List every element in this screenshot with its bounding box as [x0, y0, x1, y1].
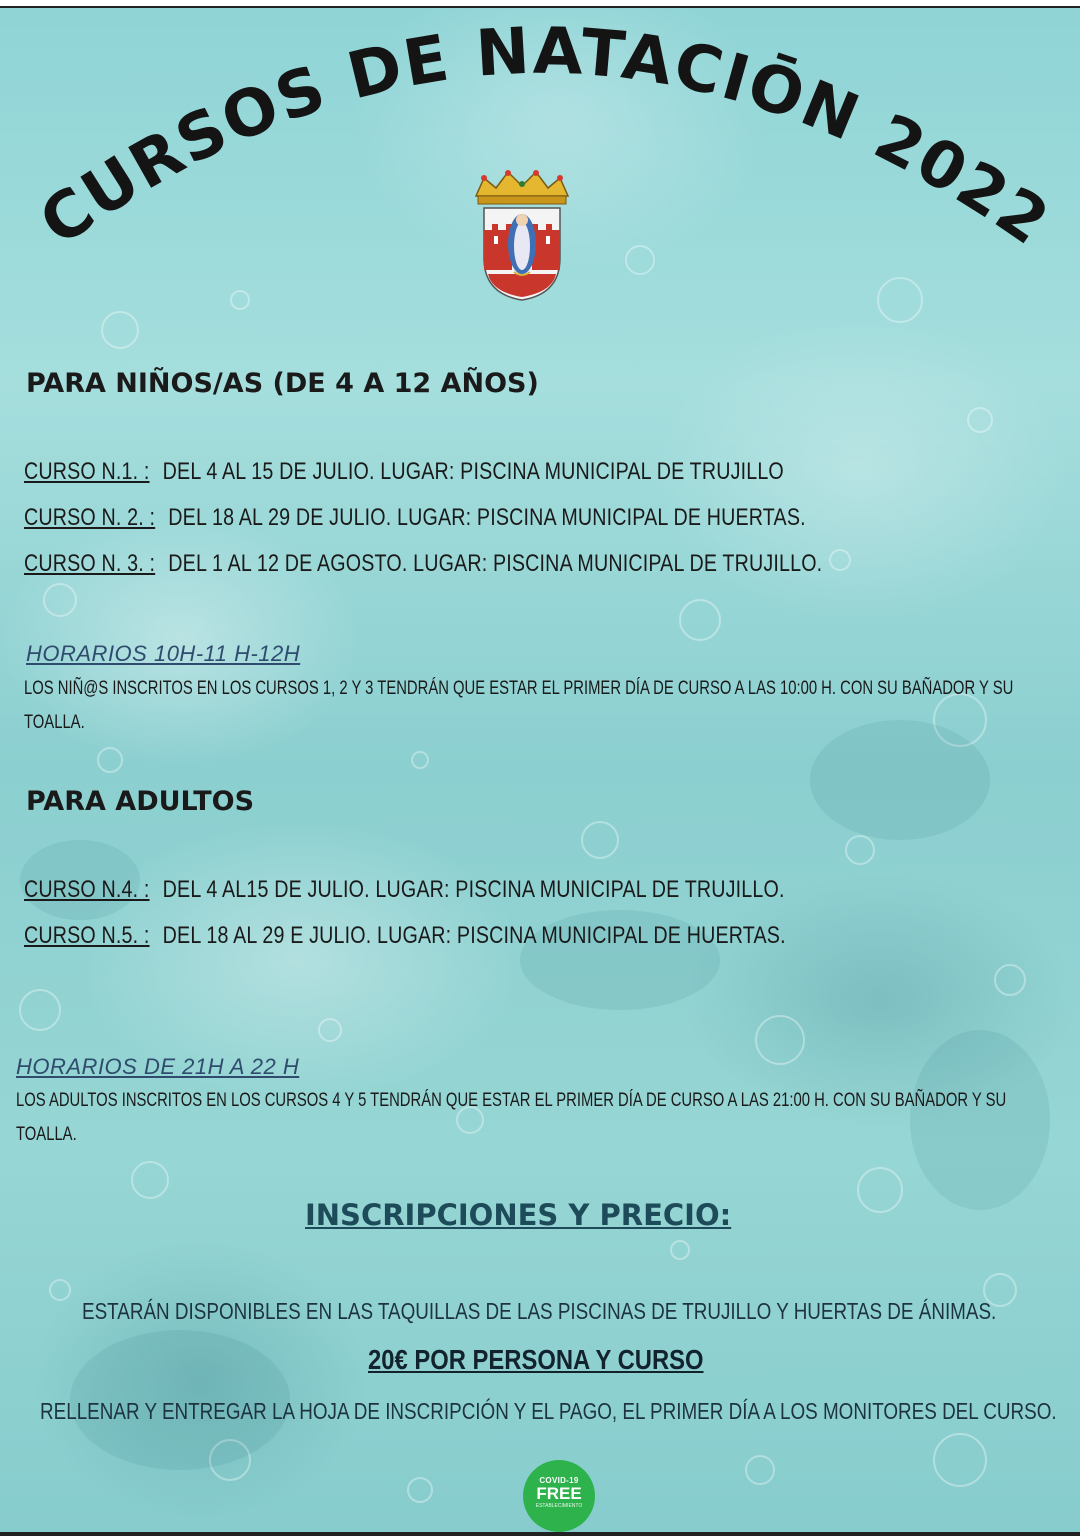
course-5-details: DEL 18 AL 29 E JULIO. LUGAR: PISCINA MUNICIPAL DE HUERTAS.	[162, 922, 786, 949]
course-1-details: DEL 4 AL 15 DE JULIO. LUGAR: PISCINA MUNICIPAL DE TRUJILLO	[162, 458, 784, 485]
course-2	[24, 504, 806, 532]
registration-heading: INSCRIPCIONES Y PRECIO:	[305, 1198, 732, 1232]
children-heading: PARA NIÑOS/AS (DE 4 A 12 AÑOS)	[26, 368, 539, 399]
course-5-label: CURSO N.5. :	[24, 922, 150, 949]
badge-sub-text: ESTABLECIMIENTO	[535, 1503, 583, 1509]
badge-top-text: COVID-19	[539, 1476, 579, 1485]
registration-availability: ESTARÁN DISPONIBLES EN LAS TAQUILLAS DE LAS PISCINAS DE TRUJILLO Y HUERTAS DE ÁNIMAS.	[82, 1298, 997, 1324]
children-schedule: HORARIOS 10H-11 H-12H	[26, 641, 301, 666]
course-3	[24, 550, 822, 578]
adults-note-line-2: TOALLA.	[16, 1124, 77, 1145]
course-5	[24, 922, 786, 950]
course-4	[24, 876, 785, 904]
children-note-line-1: LOS NIÑ@S INSCRITOS EN LOS CURSOS 1, 2 Y 3 TENDRÁN QUE ESTAR EL PRIMER DÍA DE CURSO A LAS 10:00 H. CON SU BAÑADOR Y SU	[24, 678, 1014, 699]
municipal-coat-of-arms-icon	[470, 170, 574, 302]
registration-instructions: RELLENAR Y ENTREGAR LA HOJA DE INSCRIPCIÓN Y EL PAGO, EL PRIMER DÍA A LOS MONITORES DEL CURSO.	[40, 1398, 1057, 1424]
course-2-label: CURSO N. 2. :	[24, 504, 156, 531]
course-4-details: DEL 4 AL15 DE JULIO. LUGAR: PISCINA MUNICIPAL DE TRUJILLO.	[162, 876, 785, 903]
adults-heading: PARA ADULTOS	[26, 786, 255, 817]
page-title-text: CURSOS DE NATACIŌN 2022	[27, 14, 1063, 261]
badge-main-text: FREE	[536, 1484, 582, 1503]
course-3-details: DEL 1 AL 12 DE AGOSTO. LUGAR: PISCINA MUNICIPAL DE TRUJILLO.	[168, 550, 823, 577]
course-4-label: CURSO N.4. :	[24, 876, 150, 903]
course-2-details: DEL 18 AL 29 DE JULIO. LUGAR: PISCINA MUNICIPAL DE HUERTAS.	[168, 504, 806, 531]
course-1-label: CURSO N.1. :	[24, 458, 150, 485]
adults-note-line-1: LOS ADULTOS INSCRITOS EN LOS CURSOS 4 Y 5 TENDRÁN QUE ESTAR EL PRIMER DÍA DE CURSO A LAS 21:00 H. CON SU BAÑADOR Y SU	[16, 1090, 1007, 1111]
adults-schedule: HORARIOS DE 21H A 22 H	[16, 1054, 300, 1079]
adults-note	[16, 1084, 1061, 1152]
course-3-label: CURSO N. 3. :	[24, 550, 156, 577]
price-label: 20€ POR PERSONA Y CURSO	[368, 1344, 704, 1375]
course-1	[24, 458, 784, 486]
children-note-line-2: TOALLA.	[24, 712, 85, 733]
children-note	[24, 672, 1069, 740]
bottom-border	[0, 1532, 1080, 1536]
covid-free-badge	[523, 1460, 595, 1532]
